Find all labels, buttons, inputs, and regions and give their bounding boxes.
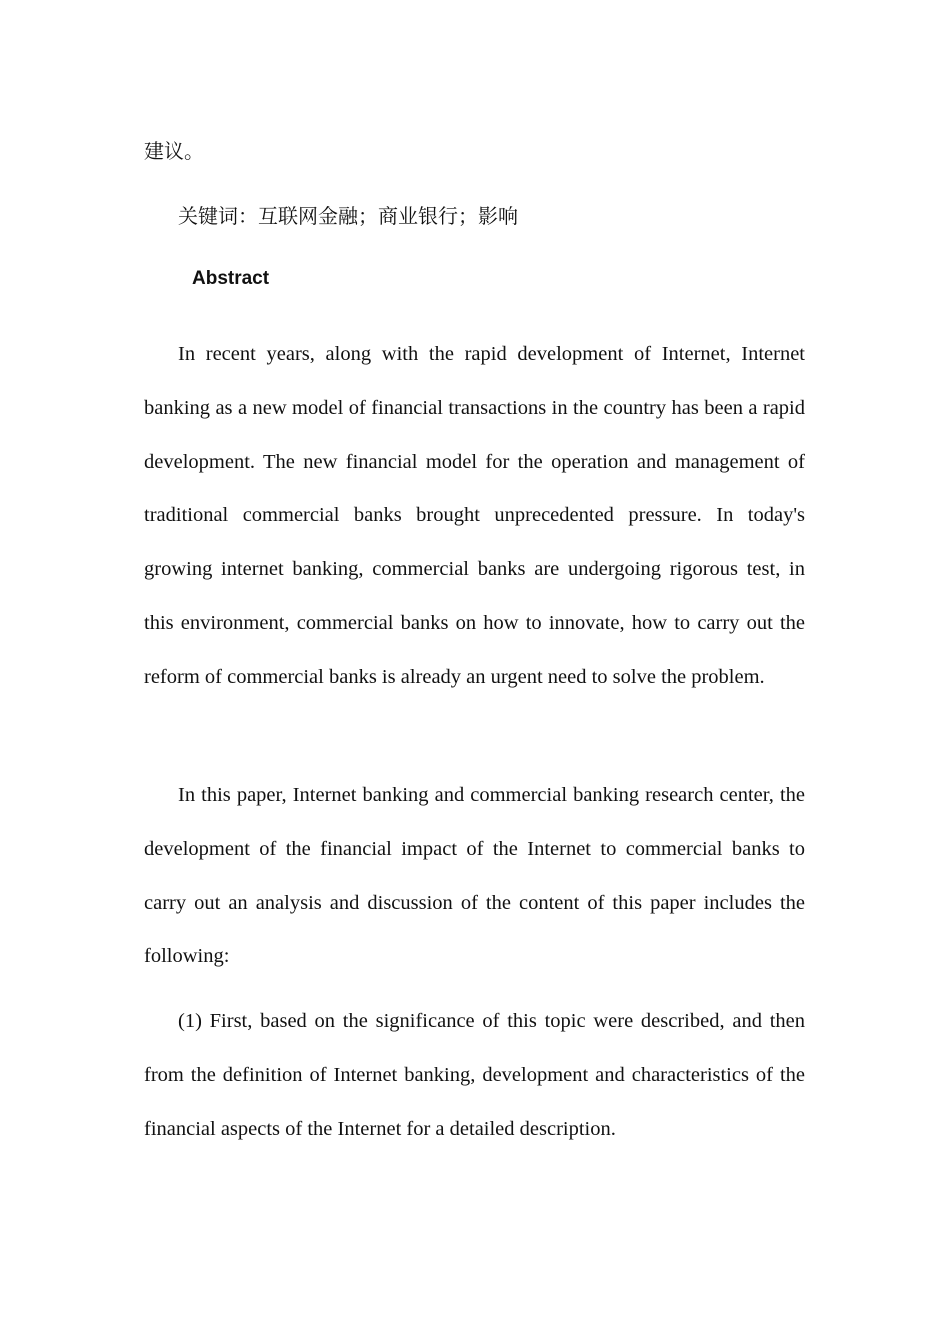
abstract-paragraph-1: In recent years, along with the rapid development of Internet, Internet banking as a new model of financial transactions in the country has been a rapid development. The new financial model for the operation and management of traditional commercial banks brought unprecedented pressure. In today's growing internet banking, commercial banks are undergoing rigorous test, in this environment, commercial banks on how to innovate, how to carry out the reform of commercial banks is already an urgent need to solve the problem. <box>144 343 805 688</box>
abstract-paragraph-3: (1) First, based on the significance of this topic were described, and then from the definition of Internet banking, development and characteristics of the financial aspects of the Internet for a detailed description. <box>144 1010 805 1140</box>
abstract-heading: Abstract <box>192 268 270 289</box>
abstract-paragraph-2: In this paper, Internet banking and commercial banking research center, the development of the financial impact of the Internet to commercial banks to carry out an analysis and discussion of the content of this paper includes the following: <box>144 784 805 968</box>
keywords-line: 关键词：互联网金融；商业银行；影响 <box>178 204 518 228</box>
intro-fragment: 建议。 <box>144 139 204 163</box>
